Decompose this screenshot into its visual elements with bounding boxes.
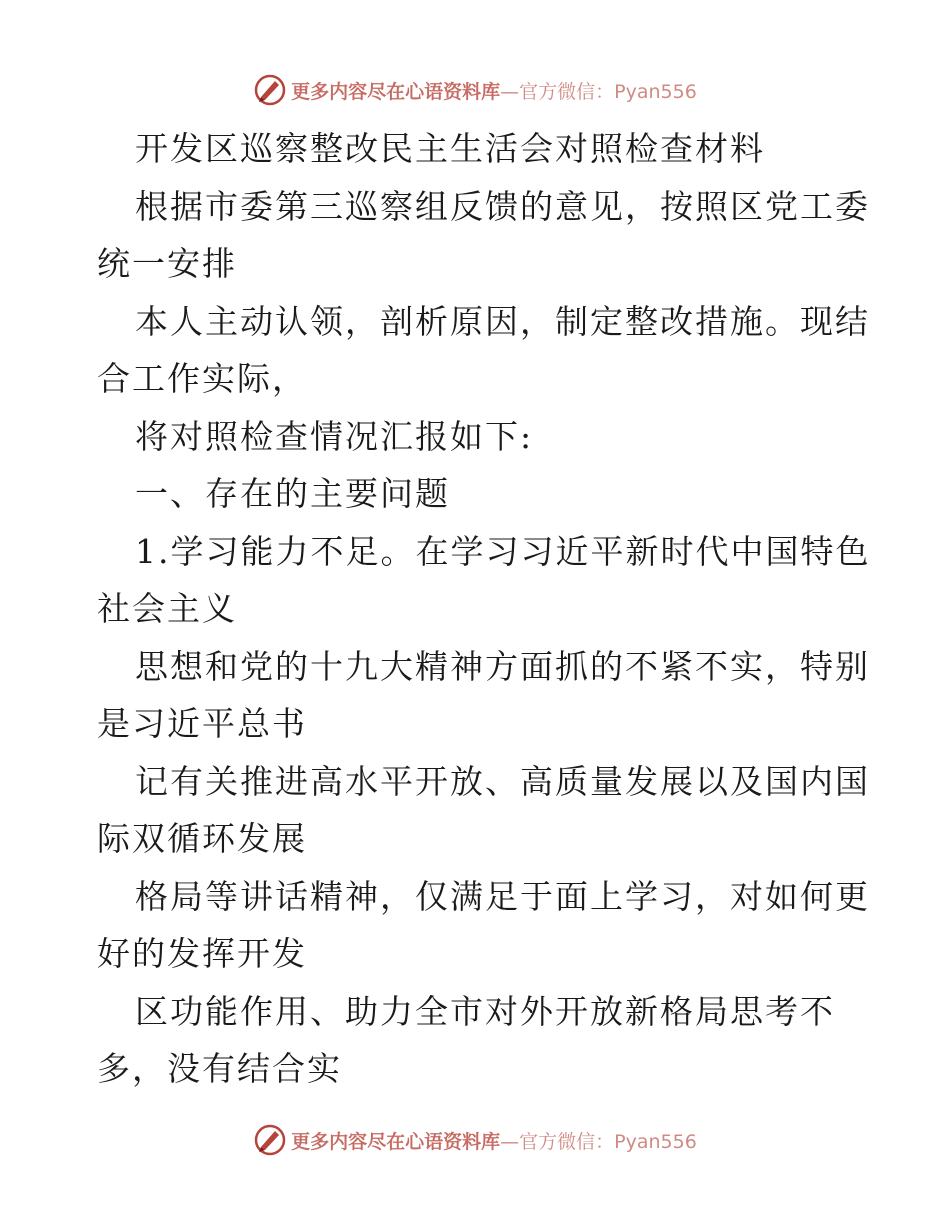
document-line: 将对照检查情况汇报如下: <box>135 416 534 456</box>
document-line: 是习近平总书 <box>97 704 307 743</box>
document-line: 一、存在的主要问题 <box>135 474 450 513</box>
document-line: 好的发挥开发 <box>97 934 307 973</box>
document-line: 际双循环发展 <box>97 819 307 858</box>
document-line: 开发区巡察整改民主生活会对照检查材料 <box>135 129 765 168</box>
watermark-tail-text: —官方微信：Pyan556 <box>500 1130 697 1153</box>
pen-logo-icon <box>253 1123 287 1157</box>
footer-watermark <box>0 1120 950 1160</box>
document-line: 1.学习能力不足。在学习习近平新时代中国特色 <box>135 531 871 571</box>
watermark-tail-text: —官方微信：Pyan556 <box>500 80 697 103</box>
pen-logo-icon <box>253 73 287 107</box>
watermark-main-text: 更多内容尽在心语资料库 <box>291 1130 501 1153</box>
watermark-main-text: 更多内容尽在心语资料库 <box>291 80 501 103</box>
document-line: 区功能作用、助力全市对外开放新格局思考不 <box>135 991 835 1031</box>
document-line: 根据市委第三巡察组反馈的意见，按照区党工委 <box>135 186 870 226</box>
document-line: 本人主动认领，剖析原因，制定整改措施。现结 <box>135 301 870 341</box>
document-line: 统一安排 <box>97 244 237 283</box>
document-line: 社会主义 <box>97 589 237 628</box>
document-line: 格局等讲话精神，仅满足于面上学习，对如何更 <box>135 876 870 916</box>
document-line: 思想和党的十九大精神方面抓的不紧不实，特别 <box>135 646 870 686</box>
document-line: 记有关推进高水平开放、高质量发展以及国内国 <box>135 761 870 801</box>
document-line: 多，没有结合实 <box>97 1049 342 1088</box>
header-watermark <box>0 70 950 110</box>
document-body <box>97 120 871 1098</box>
document-line: 合工作实际， <box>97 359 307 398</box>
